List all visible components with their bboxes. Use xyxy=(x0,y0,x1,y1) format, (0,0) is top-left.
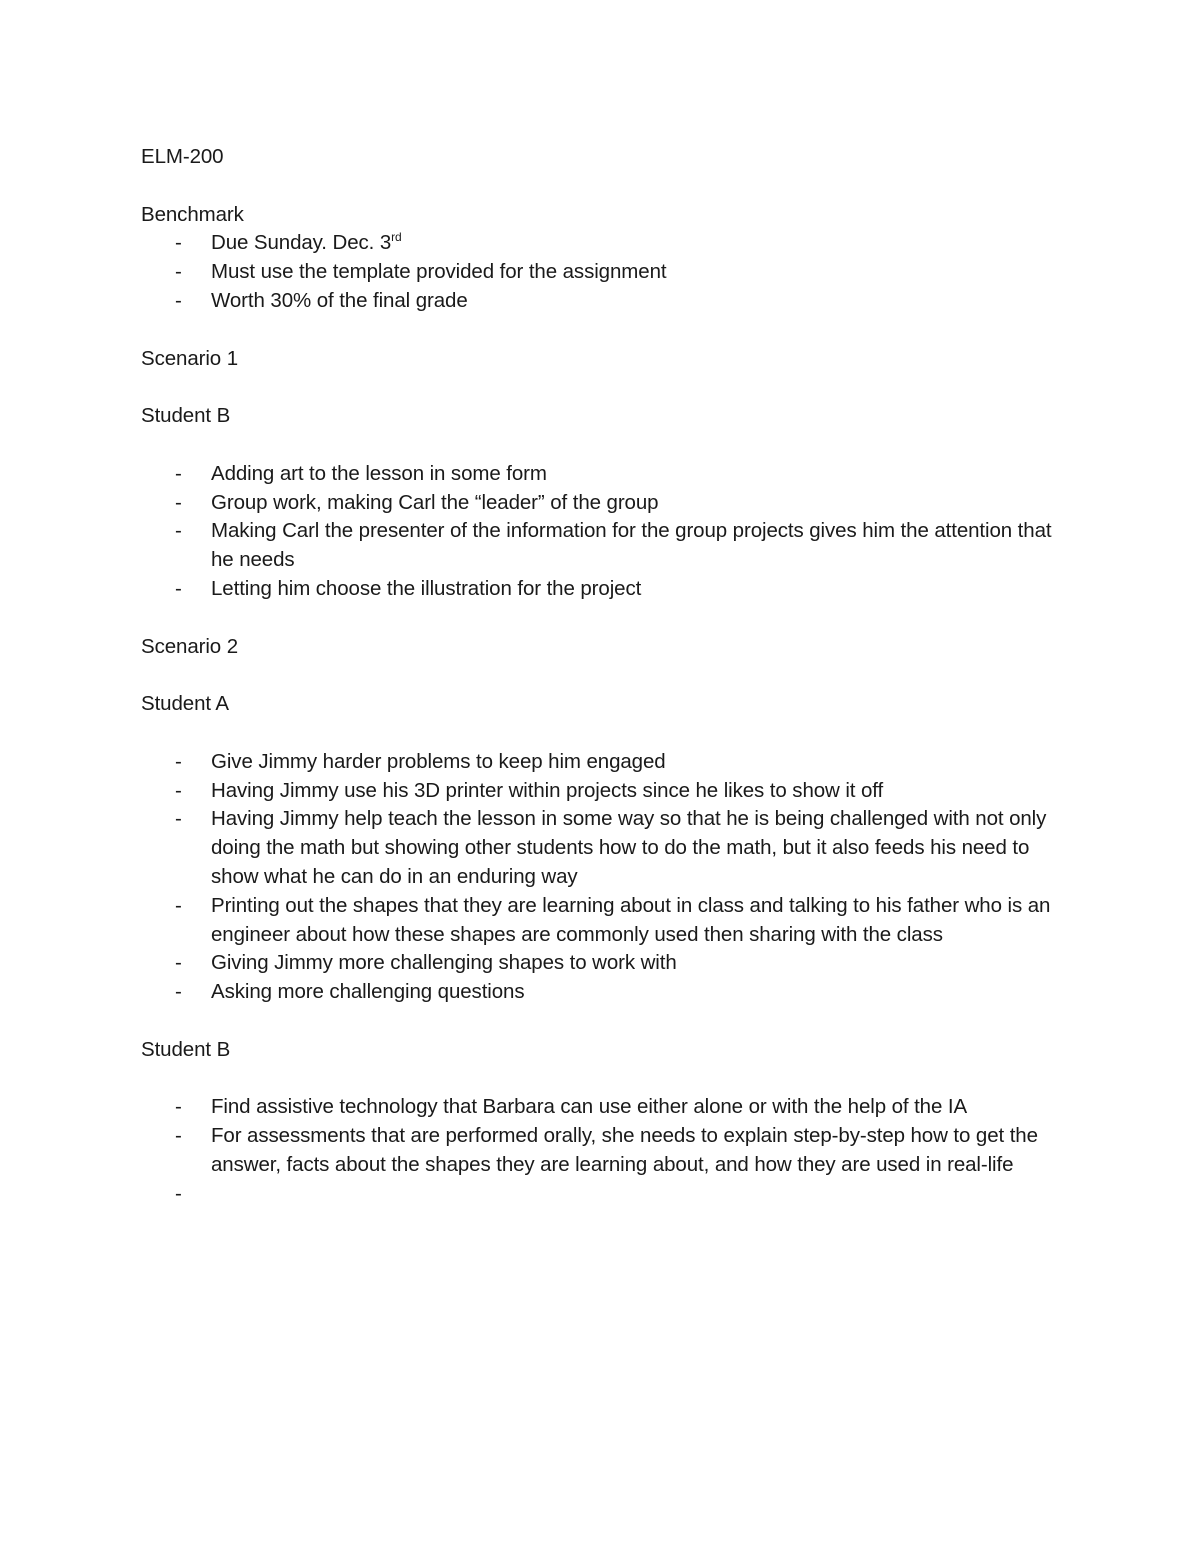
dash-bullet: - xyxy=(175,231,182,255)
list-item: - Giving Jimmy more challenging shapes to work with xyxy=(141,949,1071,978)
dash-bullet: - xyxy=(175,576,182,600)
due-date-text: Due Sunday. Dec. 3 xyxy=(211,231,392,255)
scenario-2-student-b-heading: Student B xyxy=(141,1037,231,1061)
list-item: - Making Carl the presenter of the information for the group projects gives him the attention that he needs xyxy=(175,519,1052,572)
benchmark-heading: Benchmark xyxy=(141,202,244,226)
dash-bullet: - xyxy=(175,893,182,917)
list-item: - Give Jimmy harder problems to keep him engaged xyxy=(141,748,1071,777)
list-item xyxy=(141,1180,1071,1209)
scenario-1-student-b-heading: Student B xyxy=(141,404,231,428)
dash-bullet: - xyxy=(175,461,182,485)
course-code: ELM-200 xyxy=(141,145,224,168)
list-item: - Letting him choose the illustration for the project xyxy=(141,575,1071,604)
dash-bullet: - xyxy=(175,519,182,543)
due-date-ordinal: rd xyxy=(391,230,402,245)
dash-bullet: - xyxy=(175,1095,182,1119)
scenario-2-student-a-heading: Student A xyxy=(141,692,230,716)
dash-bullet: - xyxy=(175,490,182,514)
scenario-1-student-b-list xyxy=(141,460,1071,604)
list-item: - Printing out the shapes that they are learning about in class and talking to his father who is an engineer about how these shapes are commonly used then sharing with the class xyxy=(175,893,1051,946)
list-item: - Find assistive technology that Barbara can use either alone or with the help of the IA xyxy=(141,1093,1071,1122)
dash-bullet: - xyxy=(175,260,182,284)
dash-bullet: - xyxy=(175,749,182,773)
list-item: - Having Jimmy use his 3D printer within projects since he likes to show it off xyxy=(141,777,1071,806)
dash-bullet: - xyxy=(175,951,182,975)
document-body xyxy=(141,143,1071,1208)
list-item: - Having Jimmy help teach the lesson in some way so that he is being challenged with not only doing the math but showing other students how to do the math, but it also feeds his need to show what he can do in an enduring way xyxy=(175,807,1047,888)
scenario-2-student-a-list xyxy=(141,748,1071,1007)
list-item: - For assessments that are performed orally, she needs to explain step-by-step how to get the answer, facts about the shapes they are learning about, and how they are used in real-life xyxy=(175,1124,1038,1176)
scenario-1-heading: Scenario 1 xyxy=(141,346,239,370)
list-item: - Adding art to the lesson in some form xyxy=(141,460,1071,489)
list-item: - Asking more challenging questions xyxy=(141,978,1071,1007)
list-item: - Worth 30% of the final grade xyxy=(141,287,1071,316)
dash-bullet: - xyxy=(175,1181,182,1205)
dash-bullet: - xyxy=(175,807,182,831)
dash-bullet: - xyxy=(175,980,182,1004)
list-item: - Must use the template provided for the assignment xyxy=(141,258,1071,287)
dash-bullet: - xyxy=(175,778,182,802)
scenario-2-student-b-list xyxy=(141,1093,1071,1208)
benchmark-list xyxy=(141,229,1071,315)
dash-bullet: - xyxy=(175,1124,182,1148)
dash-bullet: - xyxy=(175,288,182,312)
list-item: - Group work, making Carl the “leader” of the group xyxy=(141,489,1071,518)
scenario-2-heading: Scenario 2 xyxy=(141,634,239,658)
list-item xyxy=(141,229,1071,258)
